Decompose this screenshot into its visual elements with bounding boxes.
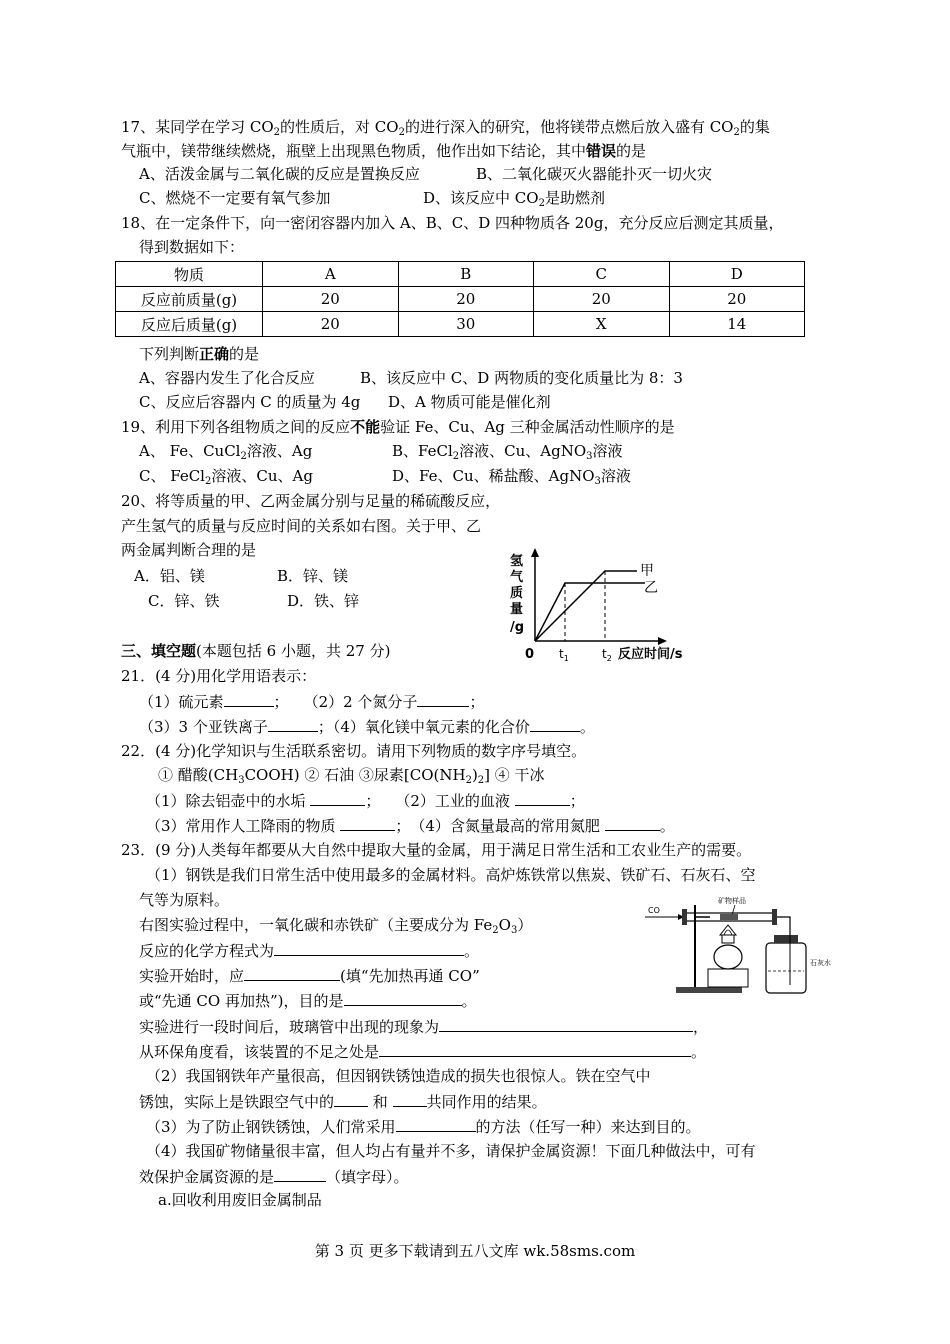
q19-option-d: D、Fe、Cu、稀盐酸、AgNO$_3$溶液 <box>392 467 631 487</box>
q20-line1: 20、将等质量的甲、乙两金属分别与足量的稀硫酸反应， <box>121 492 501 510</box>
hydrogen-mass-graph <box>500 545 700 665</box>
iron-smelting-apparatus <box>640 895 840 1005</box>
series-jia-label: 甲 <box>640 563 654 579</box>
q23-p2: 右图实验过程中，一氧化碳和赤铁矿（主要成分为 $Fe_2O_3$） <box>139 916 533 936</box>
q20-line3: 两金属判断合理的是 <box>121 541 257 559</box>
q20-option-a: A．铝、镁 <box>134 567 205 585</box>
q22-line: 22．(4 分)化学知识与生活联系密切。请用下列物质的数字序号填空。 <box>121 742 587 760</box>
delivery-tube <box>777 917 790 935</box>
q21-row2: （3）3 个亚铁离子 ；（4）氧化镁中氧元素的化合价 。 <box>139 718 595 736</box>
series-yi-line <box>535 583 645 641</box>
q17-line2: 气瓶中，镁带继续燃烧，瓶壁上出现黑色物质，他作出如下结论，其中错误的是 <box>121 142 647 160</box>
sample-label: 矿物样品 <box>718 897 746 905</box>
q17-option-a: A、活泼金属与二氧化碳的反应是置换反应 <box>139 165 420 183</box>
ylabel-char: 量 <box>510 602 524 617</box>
ore-sample <box>720 914 738 920</box>
t1-label: $t_1$ <box>559 647 569 663</box>
q19-line: 19、利用下列各组物质之间的反应不能验证 Fe、Cu、Ag 三种金属活动性顺序的是 <box>121 418 675 436</box>
stopper-right <box>772 909 777 925</box>
q23-p6: 实验进行一段时间后，玻璃管中出现的现象为 ， <box>139 1018 709 1036</box>
q17-option-c: C、燃烧不一定要有氧气参加 <box>139 189 331 207</box>
table-header-row: 物质 A B C D <box>116 262 805 287</box>
q20-option-b: B．锌、镁 <box>277 567 349 585</box>
t2-label: $t_2$ <box>602 647 612 663</box>
bottle-stopper <box>774 935 798 943</box>
q20-line2: 产生氢气的质量与反应时间的关系如右图。关于甲、乙 <box>121 517 482 535</box>
q18-data-table <box>115 261 805 337</box>
q23-p3: 反应的化学方程式为 。 <box>139 942 480 960</box>
lamp-stand <box>708 969 748 987</box>
q23-p12: 效保护金属资源的是 （填字母）。 <box>139 1168 409 1186</box>
y-axis-arrow <box>531 548 539 557</box>
origin-label: 0 <box>525 647 535 662</box>
ylabel-char: 质 <box>510 586 524 601</box>
alcohol-lamp <box>714 945 742 969</box>
stopper-left <box>682 909 687 925</box>
q23-p10: （3）为了防止钢铁锈蚀，人们常采用 的方法（任写一种）来达到目的。 <box>146 1118 701 1136</box>
q22-row1: （1）除去铝壶中的水垢 ； （2）工业的血液 ； <box>146 792 585 810</box>
q18-option-a: A、容器内发生了化合反应 <box>139 369 315 387</box>
q17-option-b: B、二氧化碳灭火器能扑灭一切火灾 <box>476 165 713 183</box>
x-axis-arrow <box>658 637 667 645</box>
q23-p7: 从环保角度看，该装置的不足之处是 。 <box>139 1043 707 1061</box>
series-yi-label: 乙 <box>644 580 658 596</box>
q23-p11: （4）我国矿物储量很丰富，但人均占有量并不多，请保护金属资源！下面几种做法中，可有 <box>146 1142 756 1160</box>
series-jia-line <box>535 571 637 641</box>
q18-line1: 18、在一定条件下，向一密闭容器内加入 A、B、C、D 四种物质各 20g，充分反应后测定其质量， <box>121 214 784 232</box>
xlabel: 反应时间/s <box>618 647 683 662</box>
q19-option-b: B、FeCl$_2$溶液、Cu、AgNO$_3$溶液 <box>392 442 623 462</box>
q22-row2: （3）常用作人工降雨的物质 ； （4）含氮量最高的常用氮肥 。 <box>146 817 675 835</box>
q23-p9: 锈蚀，实际上是铁跟空气中的 和 共同作用的结果。 <box>139 1093 547 1111</box>
section3-heading: 三、填空题(本题包括 6 小题，共 27 分) <box>121 642 391 660</box>
q18-option-c: C、反应后容器内 C 的质量为 4g <box>139 393 361 411</box>
q18-option-b: B、该反应中 C、D 两物质的变化质量比为 8：3 <box>360 369 683 387</box>
co-label: CO <box>648 906 660 915</box>
q22-substances: ① 醋酸$(CH_3COOH)$ ② 石油 ③尿素$[CO(NH_2)_2]$ ④ 干冰 <box>158 766 545 786</box>
stand-base <box>676 987 742 993</box>
q18-line2: 得到数据如下： <box>139 238 245 256</box>
q20-option-d: D．铁、锌 <box>287 592 360 610</box>
q23-line1: 23．(9 分)人类每年都要从大自然中提取大量的金属，用于满足日常生活和工农业生产的需要。 <box>121 841 752 859</box>
table-row: 反应前质量(g) 20 20 20 20 <box>116 287 805 312</box>
ylabel-char: /g <box>510 620 525 635</box>
q21-line: 21．(4 分)用化学用语表示： <box>121 667 317 685</box>
ylabel-char: 氢 <box>510 554 524 569</box>
q23-p5: 或“先通 CO 再加热”)，目的是 。 <box>139 992 477 1010</box>
q23-p4: 实验开始时，应 (填“先加热再通 CO” <box>139 967 480 985</box>
page-footer: 第 3 页 更多下载请到五八文库 wk.58sms.com <box>314 1242 636 1260</box>
q18-judge: 下列判断正确的是 <box>139 345 260 363</box>
q23-p8: （2）我国钢铁年产量很高，但因钢铁锈蚀造成的损失也很惊人。铁在空气中 <box>146 1067 651 1085</box>
q20-option-c: C．锌、铁 <box>148 592 220 610</box>
q17-option-d: D、该反应中 $CO_2$是助燃剂 <box>423 189 605 209</box>
q21-row1: （1）硫元素 ； （2）2 个氮分子 ； <box>139 693 485 711</box>
q19-option-c: C、 FeCl$_2$溶液、Cu、Ag <box>139 467 313 487</box>
q23-p1a: （1）钢铁是我们日常生活中使用最多的金属材料。高炉炼铁常以焦炭、铁矿石、石灰石、空 <box>146 866 756 884</box>
limewater-label: 石灰水 <box>810 959 831 967</box>
ylabel-char: 气 <box>510 570 524 585</box>
q19-option-a: A、 Fe、CuCl$_2$溶液、Ag <box>139 442 313 462</box>
flame-icon <box>724 930 732 935</box>
q23-p13: a.回收利用废旧金属制品 <box>158 1191 322 1209</box>
q18-option-d: D、A 物质可能是催化剂 <box>388 393 551 411</box>
lamp-neck <box>722 935 734 943</box>
table-row: 反应后质量(g) 20 30 X 14 <box>116 312 805 337</box>
q17-line1: 17、某同学在学习 $CO_2$的性质后，对 $CO_2$的进行深入的研究，他将镁带点燃后放入盛有 $CO_2$的集 <box>121 118 770 138</box>
gas-bottle <box>766 943 806 993</box>
q23-p1b: 气等为原料。 <box>139 891 230 909</box>
